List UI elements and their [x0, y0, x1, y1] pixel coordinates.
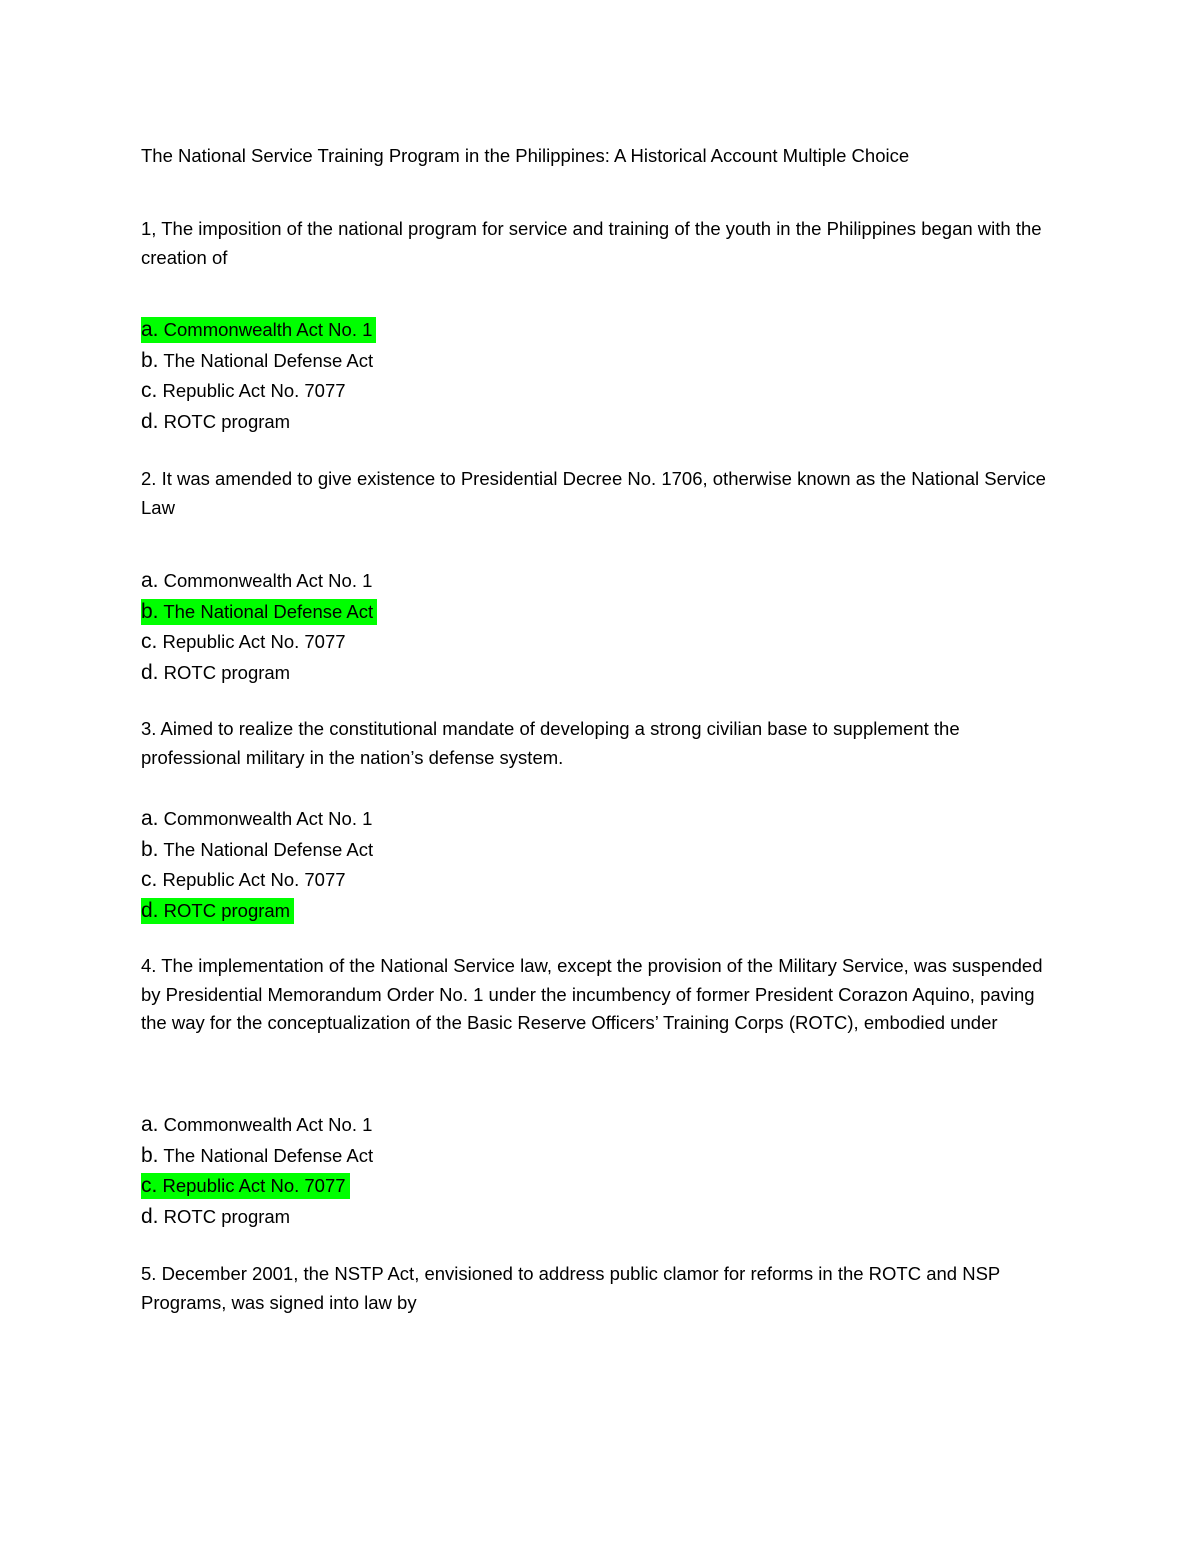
option-text: Republic Act No. 7077: [162, 1175, 346, 1196]
option-letter: b.: [141, 599, 159, 623]
option-letter: a.: [141, 807, 159, 830]
answer-highlight: [141, 898, 294, 924]
answer-highlight: [141, 317, 376, 343]
option-letter: c.: [141, 868, 158, 891]
option-letter: a.: [141, 569, 159, 592]
option-b: [141, 346, 377, 377]
question-2-options: [141, 566, 377, 688]
option-b: [141, 1141, 377, 1172]
option-text: The National Defense Act: [163, 600, 374, 622]
option-text: ROTC program: [163, 661, 291, 683]
option-d: [141, 407, 377, 438]
option-text: Republic Act No. 7077: [162, 380, 346, 401]
answer-highlight: [141, 599, 377, 625]
option-b: [141, 835, 377, 866]
option-letter: d.: [141, 1204, 159, 1228]
option-letter: c.: [141, 379, 158, 402]
option-letter: d.: [141, 660, 159, 684]
option-b: [141, 597, 377, 628]
question-3-text: 3. Aimed to realize the constitutional mandate of developing a strong civilian base to supplement the professional military in the nation’s defense system.: [141, 718, 960, 768]
question-5-text: 5. December 2001, the NSTP Act, envisioned to address public clamor for reforms in the ROTC and NSP Programs, was signed into law by: [141, 1263, 1000, 1313]
option-text: Republic Act No. 7077: [162, 869, 346, 890]
option-c: [141, 627, 377, 658]
option-letter: c.: [141, 630, 158, 653]
question-1-text: 1, The imposition of the national program for service and training of the youth in the Philippines began with the creation of: [141, 218, 1042, 268]
option-text: ROTC program: [163, 899, 291, 921]
question-4-text: 4. The implementation of the National Service law, except the provision of the Military Service, was suspended by Presidential Memorandum Order No. 1 under the incumbency of former President Corazon Aquino, paving the way for the conceptualization of the Basic Reserve Officers’ Training Corps (ROTC), embodied under: [141, 955, 1043, 1033]
option-d: [141, 658, 377, 689]
question-1-options: [141, 315, 377, 437]
option-letter: a.: [141, 1113, 159, 1136]
option-letter: d.: [141, 409, 159, 433]
option-text: Commonwealth Act No. 1: [163, 808, 373, 829]
option-c: [141, 865, 377, 896]
option-d: [141, 896, 377, 927]
option-text: The National Defense Act: [163, 349, 374, 371]
option-text: Commonwealth Act No. 1: [163, 1114, 373, 1135]
option-text: Republic Act No. 7077: [162, 631, 346, 652]
option-text: Commonwealth Act No. 1: [163, 570, 373, 591]
option-d: [141, 1202, 377, 1233]
option-a: [141, 804, 377, 835]
question-3-options: [141, 804, 377, 926]
option-letter: d.: [141, 898, 159, 922]
option-text: The National Defense Act: [163, 1144, 374, 1166]
option-a: [141, 566, 377, 597]
question-4-options: [141, 1110, 377, 1232]
option-letter: b.: [141, 1143, 159, 1167]
answer-highlight: [141, 1173, 350, 1199]
question-2-text: 2. It was amended to give existence to Presidential Decree No. 1706, otherwise known as the National Service Law: [141, 468, 1046, 518]
option-letter: b.: [141, 348, 159, 372]
option-letter: c.: [141, 1174, 158, 1197]
option-text: Commonwealth Act No. 1: [163, 319, 373, 340]
option-a: [141, 315, 377, 346]
option-text: The National Defense Act: [163, 838, 374, 860]
option-text: ROTC program: [163, 1205, 291, 1227]
option-letter: b.: [141, 837, 159, 861]
option-c: [141, 376, 377, 407]
option-text: ROTC program: [163, 410, 291, 432]
option-letter: a.: [141, 318, 159, 341]
option-a: [141, 1110, 377, 1141]
document-title: The National Service Training Program in the Philippines: A Historical Account Multiple Choice: [141, 145, 910, 166]
option-c: [141, 1171, 377, 1202]
